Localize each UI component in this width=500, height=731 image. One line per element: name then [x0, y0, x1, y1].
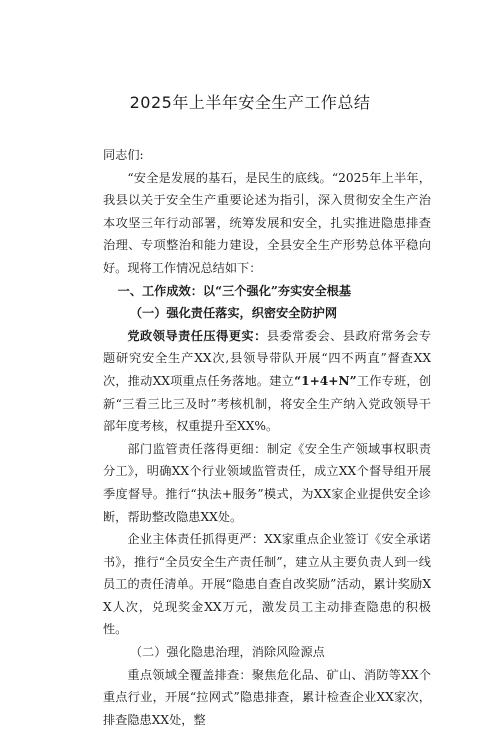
paragraph-text: XX家重点企业签订《安全承诺书》，推行“全员安全生产责任制”，建立从主要负责人到一线员工的责任清单。开展“隐患自查自改奖励”活动，累计奖励XX人次，兑现奖金XX万元，激发员工主动排查隐患的积极性。 — [103, 532, 431, 637]
paragraph-text: 制定《安全生产领域事权职责分工》，明确XX个行业领域监管责任，成立XX个督导组开展季度督导。推行“执法+服务”模式，为XX家企业提供安全诊断，帮助整改隐患XX处。 — [103, 441, 432, 524]
paragraph-hazard-inspection — [103, 664, 431, 731]
document-body — [103, 144, 431, 731]
paragraph-lead: 重点领域全覆盖排查： — [127, 667, 252, 682]
paragraph-party-leadership — [103, 325, 431, 438]
paragraph-text: 县委常委会、县政府常务会专题研究安全生产XX次,县领导带队开展“四不两直”督查XX次，推动XX项重点任务落地。建立 — [103, 328, 432, 388]
paragraph-enterprise-responsibility — [103, 528, 431, 641]
paragraph-lead: 党政领导责任压得更实： — [127, 328, 267, 343]
subsection-heading-2: （二）强化隐患治理，消除风险源点 — [129, 645, 325, 660]
paragraph-lead: 企业主体责任抓得更严： — [127, 532, 265, 547]
paragraph-emphasis: “1+4+N” — [294, 373, 357, 388]
paragraph-text: 工作专班，创新“三看三比三及时”考核机制，将安全生产纳入党政领导干部年度考核，权重提升至XX%。 — [103, 373, 432, 434]
intro-paragraph: “安全是发展的基石，是民生的底线。“2025年上半年，我县以关于安全生产重要论述为指引，深入贯彻安全生产治本攻坚三年行动部署，统筹发展和安全，扎实推进隐患排查治理、专项整治和能力建设，全县安全生产形势总体平稳向好。现将工作情况总结如下： — [103, 170, 431, 275]
subsection-heading-1: （一）强化责任落实，织密安全防护网 — [129, 306, 338, 321]
document-title: 2025年上半年安全生产工作总结 — [129, 93, 371, 112]
section-heading-1: 一、工作成效：以“三个强化”夯实安全根基 — [117, 283, 352, 298]
paragraph-lead: 部门监管责任落得更细： — [127, 441, 267, 456]
salutation: 同志们: — [103, 148, 144, 162]
paragraph-text: 聚焦危化品、矿山、消防等XX个重点行业，开展“拉网式”隐患排查，累计检查企业XX家次，排查隐患XX处，整 — [103, 667, 432, 727]
paragraph-department-supervision — [103, 438, 431, 528]
